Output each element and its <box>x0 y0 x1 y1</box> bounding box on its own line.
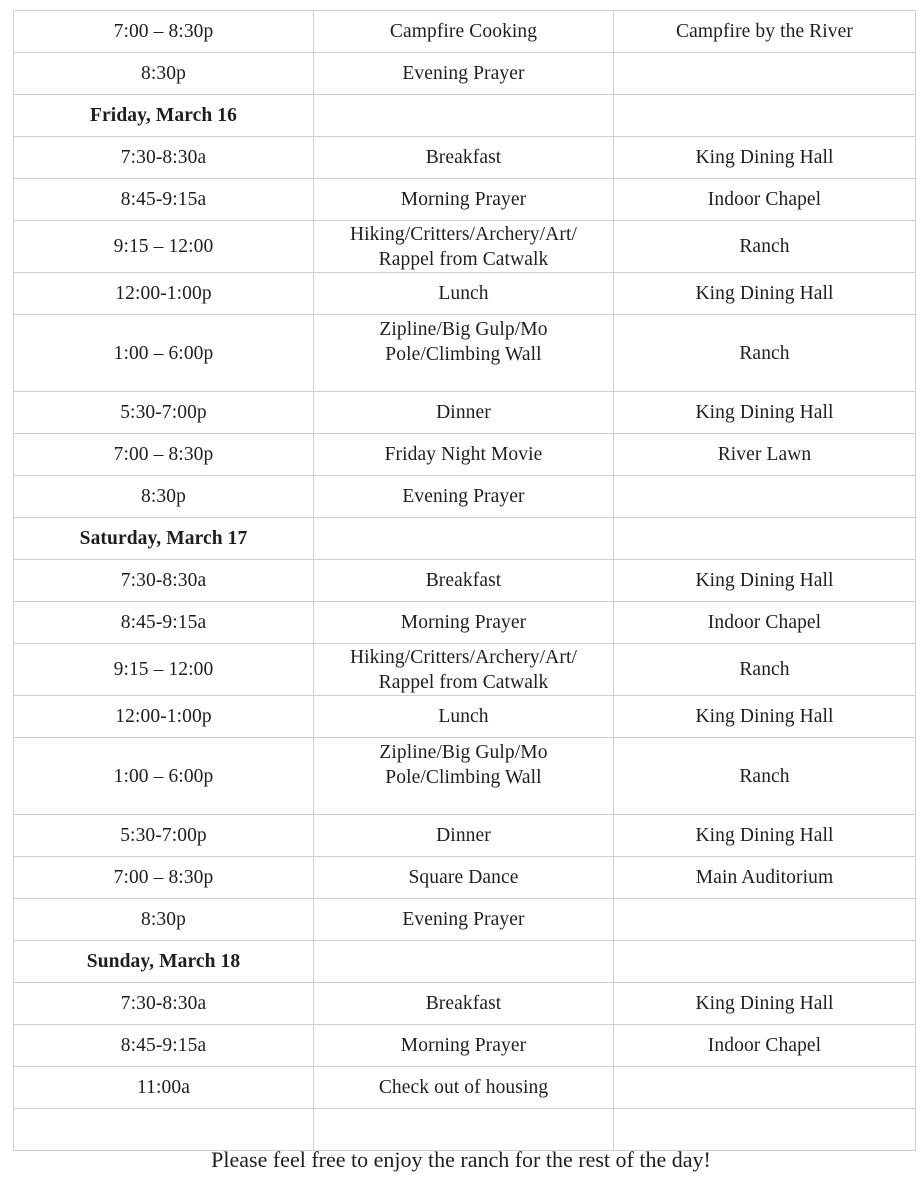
activity-cell: Dinner <box>314 392 614 434</box>
time-cell: 7:30-8:30a <box>14 560 314 602</box>
table-row <box>14 315 916 392</box>
schedule-table <box>13 10 916 1151</box>
table-row <box>14 476 916 518</box>
activity-cell: Hiking/Critters/Archery/Art/ Rappel from Catwalk <box>314 644 614 696</box>
day-header-row <box>14 518 916 560</box>
location-cell: King Dining Hall <box>614 560 916 602</box>
time-cell: 1:00 – 6:00p <box>14 315 314 392</box>
activity-cell: Zipline/Big Gulp/Mo Pole/Climbing Wall <box>314 738 614 815</box>
location-cell: Indoor Chapel <box>614 179 916 221</box>
time-cell: 9:15 – 12:00 <box>14 644 314 696</box>
location-cell: Ranch <box>614 315 916 392</box>
time-cell: 7:00 – 8:30p <box>14 11 314 53</box>
location-cell: King Dining Hall <box>614 392 916 434</box>
time-cell: 5:30-7:00p <box>14 815 314 857</box>
time-cell: 9:15 – 12:00 <box>14 221 314 273</box>
table-row <box>14 738 916 815</box>
day-label: Sunday, March 18 <box>14 941 314 983</box>
time-cell: 5:30-7:00p <box>14 392 314 434</box>
activity-cell <box>314 1109 614 1151</box>
activity-cell: Morning Prayer <box>314 179 614 221</box>
location-cell <box>614 53 916 95</box>
location-cell <box>614 1109 916 1151</box>
time-cell: 8:30p <box>14 476 314 518</box>
table-row <box>14 11 916 53</box>
location-cell: King Dining Hall <box>614 815 916 857</box>
location-cell: King Dining Hall <box>614 137 916 179</box>
location-cell: King Dining Hall <box>614 696 916 738</box>
table-row <box>14 815 916 857</box>
time-cell: 12:00-1:00p <box>14 696 314 738</box>
location-cell: Indoor Chapel <box>614 602 916 644</box>
activity-cell: Morning Prayer <box>314 1025 614 1067</box>
time-cell: 12:00-1:00p <box>14 273 314 315</box>
day-header-row <box>14 95 916 137</box>
location-cell <box>614 476 916 518</box>
activity-cell: Hiking/Critters/Archery/Art/ Rappel from Catwalk <box>314 221 614 273</box>
time-cell: 8:45-9:15a <box>14 1025 314 1067</box>
table-row <box>14 696 916 738</box>
activity-cell: Zipline/Big Gulp/Mo Pole/Climbing Wall <box>314 315 614 392</box>
activity-cell <box>314 95 614 137</box>
table-row <box>14 1067 916 1109</box>
table-row <box>14 1109 916 1151</box>
activity-cell: Breakfast <box>314 560 614 602</box>
location-cell <box>614 941 916 983</box>
location-cell <box>614 1067 916 1109</box>
activity-cell: Breakfast <box>314 983 614 1025</box>
table-row <box>14 983 916 1025</box>
table-row <box>14 221 916 273</box>
day-label: Saturday, March 17 <box>14 518 314 560</box>
location-cell: King Dining Hall <box>614 983 916 1025</box>
table-row <box>14 137 916 179</box>
location-cell <box>614 95 916 137</box>
time-cell <box>14 1109 314 1151</box>
activity-cell: Check out of housing <box>314 1067 614 1109</box>
activity-cell: Square Dance <box>314 857 614 899</box>
time-cell: 8:45-9:15a <box>14 179 314 221</box>
activity-cell: Dinner <box>314 815 614 857</box>
table-row <box>14 602 916 644</box>
table-row <box>14 1025 916 1067</box>
location-cell: Ranch <box>614 221 916 273</box>
table-row <box>14 392 916 434</box>
table-row <box>14 53 916 95</box>
activity-cell: Campfire Cooking <box>314 11 614 53</box>
activity-cell: Morning Prayer <box>314 602 614 644</box>
table-row <box>14 857 916 899</box>
time-cell: 8:45-9:15a <box>14 602 314 644</box>
day-header-row <box>14 941 916 983</box>
time-cell: 7:00 – 8:30p <box>14 434 314 476</box>
activity-cell: Friday Night Movie <box>314 434 614 476</box>
closing-note: Please feel free to enjoy the ranch for the rest of the day! <box>211 1147 711 1172</box>
time-cell: 8:30p <box>14 53 314 95</box>
location-cell: Ranch <box>614 644 916 696</box>
day-label: Friday, March 16 <box>14 95 314 137</box>
table-row <box>14 434 916 476</box>
location-cell <box>614 518 916 560</box>
time-cell: 11:00a <box>14 1067 314 1109</box>
time-cell: 7:30-8:30a <box>14 983 314 1025</box>
location-cell <box>614 899 916 941</box>
location-cell: River Lawn <box>614 434 916 476</box>
table-row <box>14 179 916 221</box>
activity-cell: Evening Prayer <box>314 899 614 941</box>
table-row <box>14 273 916 315</box>
activity-cell: Evening Prayer <box>314 476 614 518</box>
activity-cell: Breakfast <box>314 137 614 179</box>
table-row <box>14 560 916 602</box>
location-cell: Indoor Chapel <box>614 1025 916 1067</box>
activity-cell <box>314 941 614 983</box>
table-row <box>14 899 916 941</box>
table-row <box>14 644 916 696</box>
time-cell: 7:00 – 8:30p <box>14 857 314 899</box>
time-cell: 8:30p <box>14 899 314 941</box>
time-cell: 1:00 – 6:00p <box>14 738 314 815</box>
activity-cell: Lunch <box>314 696 614 738</box>
activity-cell: Lunch <box>314 273 614 315</box>
location-cell: Main Auditorium <box>614 857 916 899</box>
location-cell: Ranch <box>614 738 916 815</box>
activity-cell <box>314 518 614 560</box>
location-cell: King Dining Hall <box>614 273 916 315</box>
activity-cell: Evening Prayer <box>314 53 614 95</box>
location-cell: Campfire by the River <box>614 11 916 53</box>
time-cell: 7:30-8:30a <box>14 137 314 179</box>
